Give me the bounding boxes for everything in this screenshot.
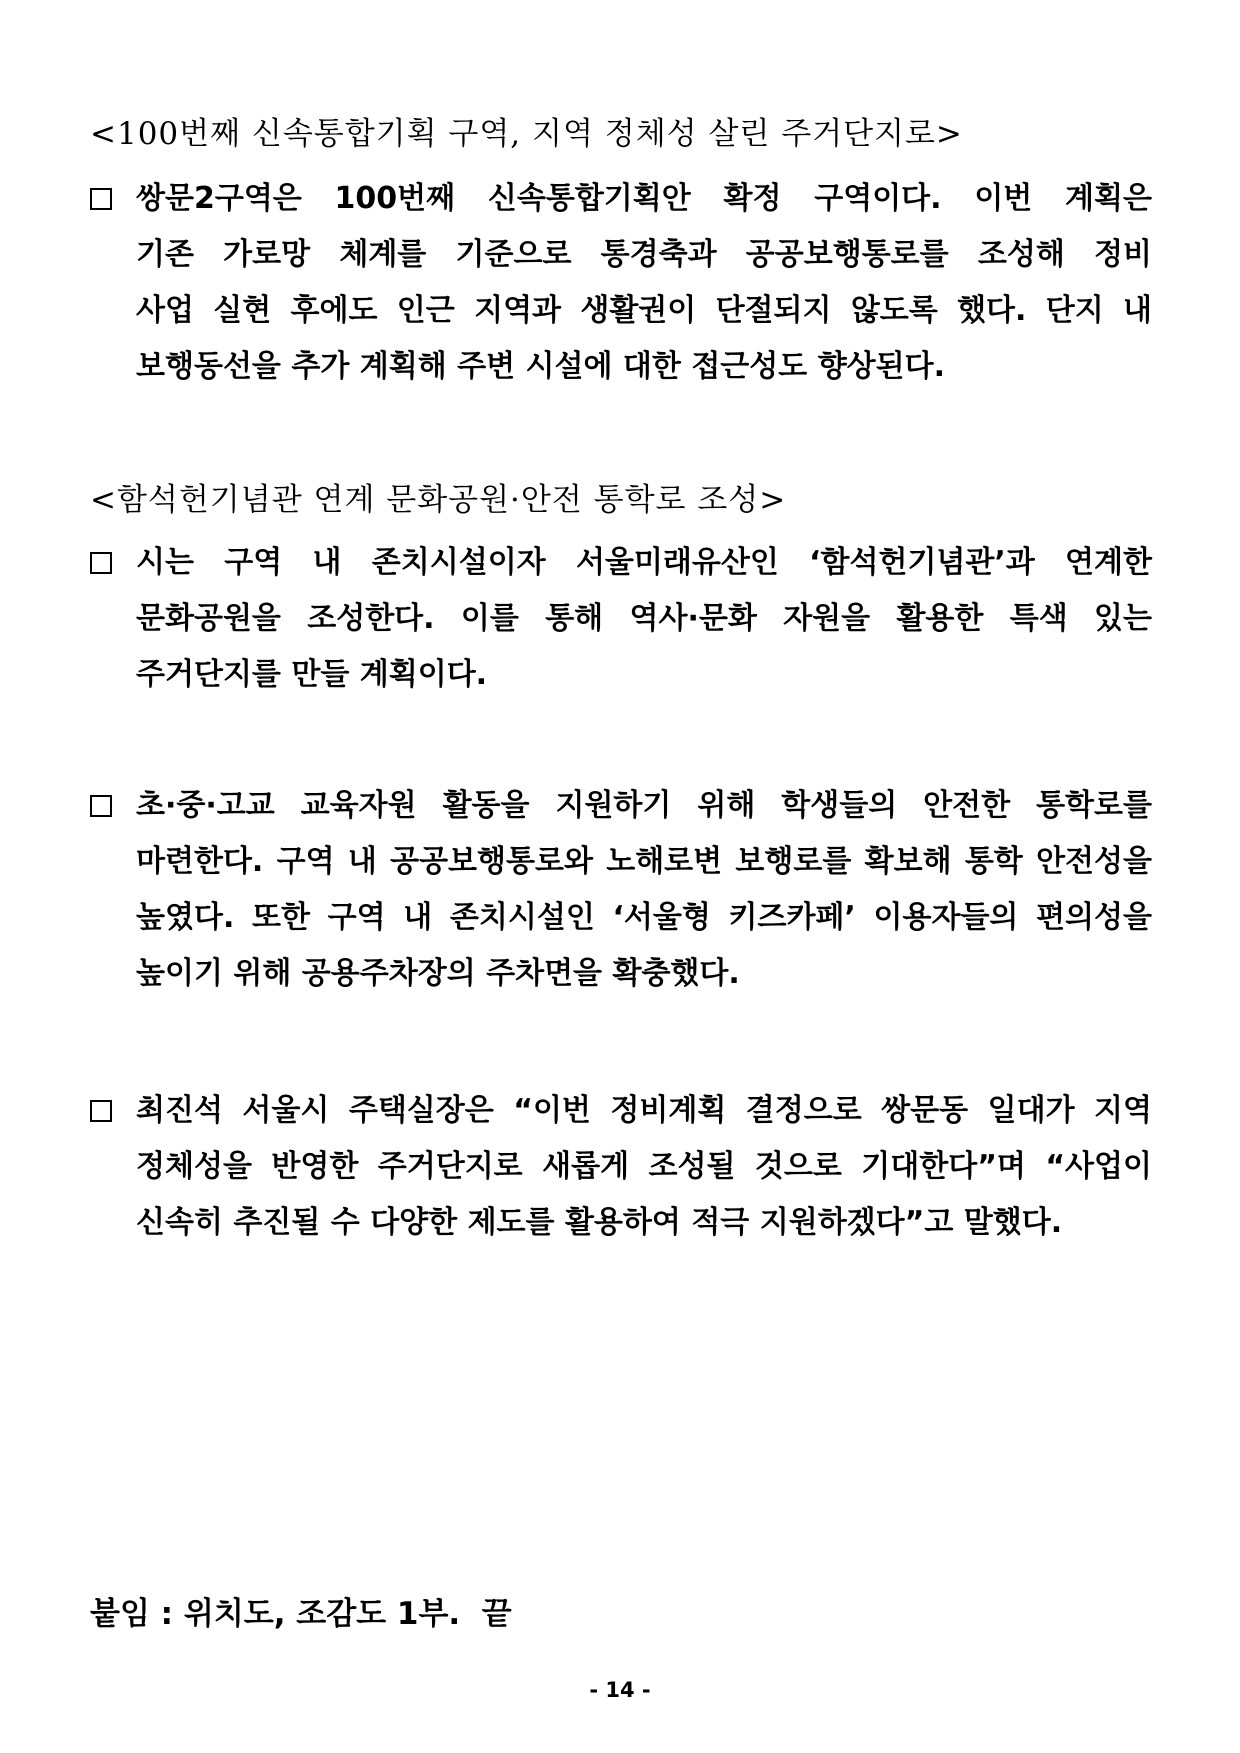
- paragraph-line: 기존 가로망 체계를 기준으로 통경축과 공공보행통로를 조성해 정비: [136, 237, 1152, 272]
- paragraph-line: 시는 구역 내 존치시설이자 서울미래유산인 ‘함석헌기념관’과 연계한: [136, 545, 1152, 580]
- paragraph-line: 주거단지를 만들 계획이다.: [136, 657, 488, 692]
- checkbox-bullet-icon: [90, 795, 112, 817]
- attachment-note: 붙임 : 위치도, 조감도 1부. 끝: [90, 1596, 512, 1632]
- paragraph-3: [136, 786, 1152, 994]
- paragraph-line: 높이기 위해 공용주차장의 주차면을 확충했다.: [136, 956, 740, 991]
- paragraph-line: 초·중·고교 교육자원 활동을 지원하기 위해 학생들의 안전한 통학로를: [136, 788, 1152, 823]
- paragraph-line: 신속히 추진될 수 다양한 제도를 활용하여 적극 지원하겠다”고 말했다.: [136, 1205, 1063, 1240]
- paragraph-4: [136, 1091, 1152, 1243]
- section-heading-2: <함석헌기념관 연계 문화공원·안전 통학로 조성>: [90, 482, 787, 518]
- paragraph-line: 정체성을 반영한 주거단지로 새롭게 조성될 것으로 기대한다”며 “사업이: [136, 1149, 1152, 1184]
- paragraph-line: 마련한다. 구역 내 공공보행통로와 노해로변 보행로를 확보해 통학 안전성을: [136, 844, 1152, 879]
- page-number: - 14 -: [589, 1678, 651, 1702]
- section-heading-1: <100번째 신속통합기획 구역, 지역 정체성 살린 주거단지로>: [90, 116, 963, 152]
- paragraph-line: 사업 실현 후에도 인근 지역과 생활권이 단절되지 않도록 했다. 단지 내: [136, 293, 1152, 328]
- paragraph-2: [136, 543, 1152, 695]
- checkbox-bullet-icon: [90, 188, 112, 210]
- paragraph-line: 최진석 서울시 주택실장은 “이번 정비계획 결정으로 쌍문동 일대가 지역: [136, 1093, 1152, 1128]
- paragraph-1: [136, 179, 1152, 387]
- checkbox-bullet-icon: [90, 552, 112, 574]
- paragraph-line: 문화공원을 조성한다. 이를 통해 역사·문화 자원을 활용한 특색 있는: [136, 601, 1152, 636]
- paragraph-line: 높였다. 또한 구역 내 존치시설인 ‘서울형 키즈카페’ 이용자들의 편의성을: [136, 900, 1152, 935]
- paragraph-line: 쌍문2구역은 100번째 신속통합기획안 확정 구역이다. 이번 계획은: [136, 181, 1152, 216]
- paragraph-line: 보행동선을 추가 계획해 주변 시설에 대한 접근성도 향상된다.: [136, 349, 946, 384]
- checkbox-bullet-icon: [90, 1100, 112, 1122]
